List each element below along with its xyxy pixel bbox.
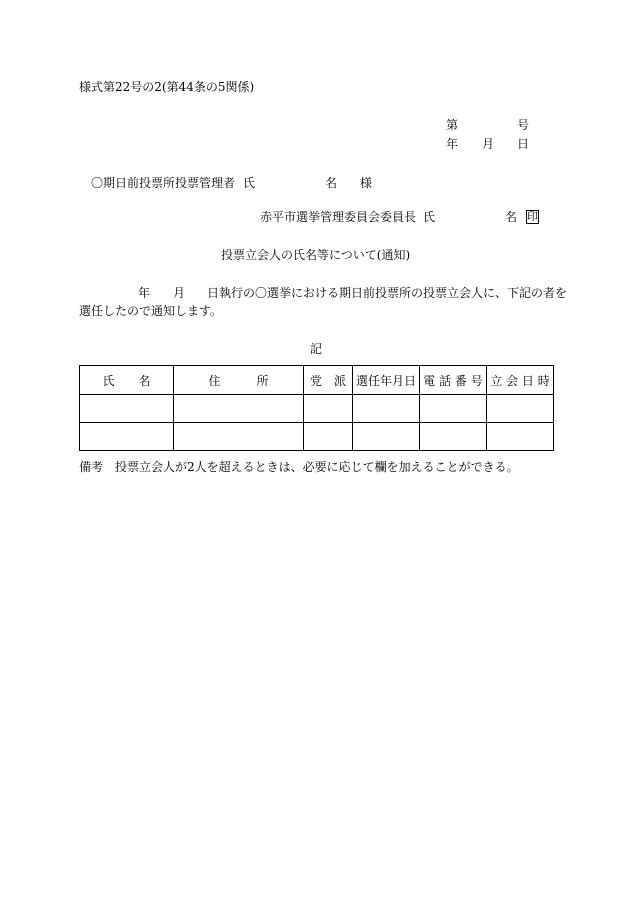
sender-mei: 名	[505, 210, 518, 224]
table-cell	[304, 395, 353, 423]
table-cell	[353, 395, 420, 423]
date-month: 月	[482, 137, 495, 151]
header-address: 住 所	[174, 366, 304, 395]
addressee-mei: 名	[325, 176, 338, 190]
table-cell	[80, 423, 174, 451]
header-phone: 電 話 番 号	[420, 366, 487, 395]
ki-heading: 記	[310, 342, 323, 356]
date-year: 年	[446, 137, 459, 151]
body-year: 年	[138, 286, 151, 300]
table-row	[80, 395, 554, 423]
form-number: 様式第22号の2(第44条の5関係)	[79, 80, 255, 94]
table-cell	[353, 423, 420, 451]
table-cell	[174, 423, 304, 451]
table-cell	[420, 395, 487, 423]
date-day: 日	[517, 137, 530, 151]
header-attendance-datetime: 立 会 日 時	[487, 366, 554, 395]
note-text: 備考 投票立会人が2人を超えるときは、必要に応じて欄を加えることができる。	[79, 460, 519, 474]
doc-number-dai: 第	[446, 118, 459, 132]
appointee-table	[79, 365, 554, 451]
sender-shi: 氏	[423, 210, 436, 224]
body-line2: 選任したので通知します。	[79, 304, 223, 318]
body-month: 月	[173, 286, 186, 300]
header-name: 氏 名	[80, 366, 174, 395]
addressee-shi: 氏	[243, 176, 256, 190]
header-party: 党 派	[304, 366, 353, 395]
table-header-row	[80, 366, 554, 395]
table-cell	[420, 423, 487, 451]
table-cell	[174, 395, 304, 423]
addressee-prefix: 〇期日前投票所投票管理者	[91, 176, 236, 190]
table-row	[80, 423, 554, 451]
doc-number-go: 号	[517, 118, 530, 132]
table-cell	[487, 395, 554, 423]
body-line1: 日執行の〇選挙における期日前投票所の投票立会人に、下記の者を	[207, 286, 568, 300]
subject-title: 投票立会人の氏名等について(通知)	[221, 248, 411, 262]
table-cell	[80, 395, 174, 423]
sender-title: 赤平市選挙管理委員会委員長	[260, 210, 417, 224]
header-appointment-date: 選任年月日	[353, 366, 420, 395]
addressee-sama: 様	[360, 176, 373, 190]
table-cell	[487, 423, 554, 451]
seal-mark: 印	[527, 210, 538, 223]
table-cell	[304, 423, 353, 451]
